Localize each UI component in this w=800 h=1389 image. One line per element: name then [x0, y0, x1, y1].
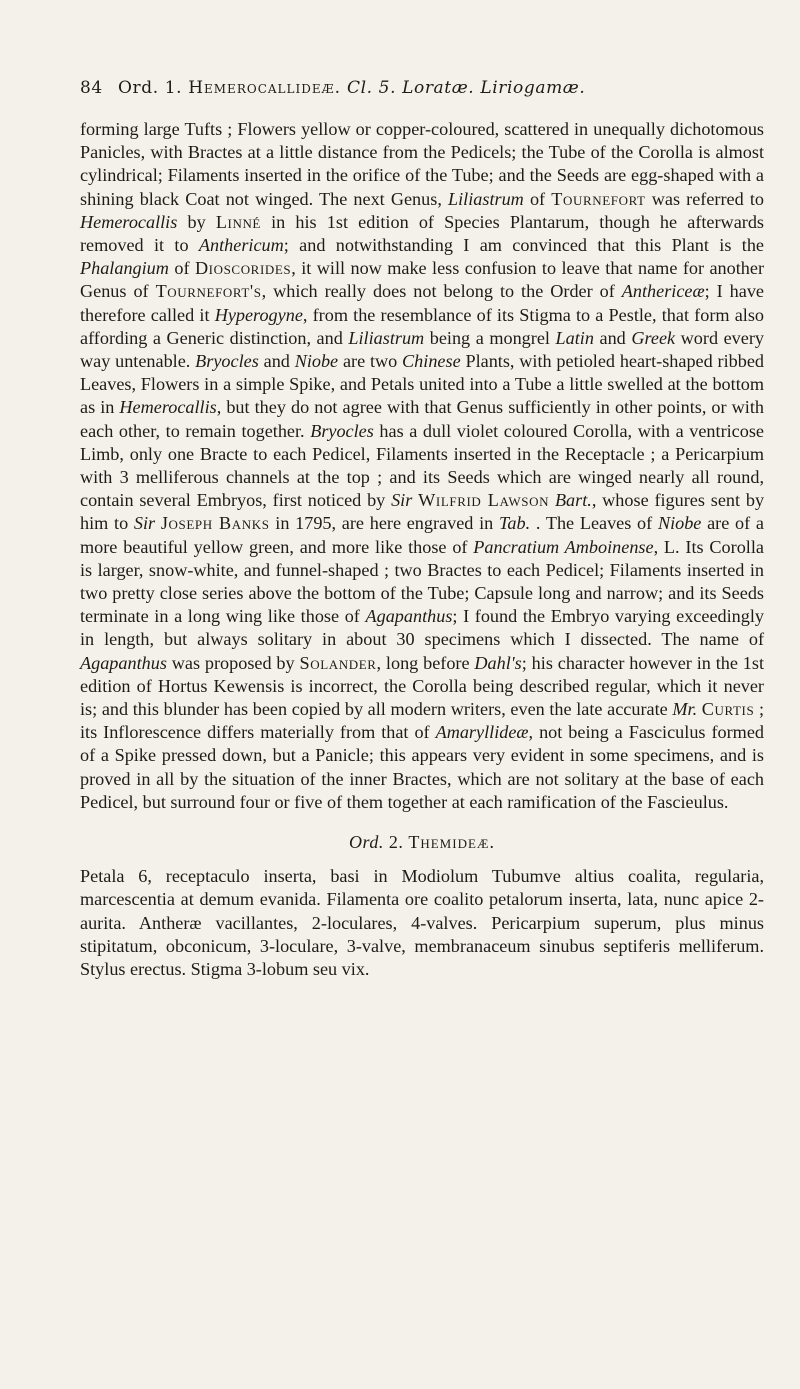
italic-term: Hemerocallis	[80, 211, 178, 232]
italic-term: Bryocles	[195, 351, 259, 372]
italic-term: Agapanthus	[80, 652, 167, 673]
text-run: ; his character however in the 1st edition of Hortus Kewensis is incorrect, the Corolla being described regular, which it never is; and this blunder has been copied by all modern writers, even the late accurate	[80, 652, 765, 720]
text-run: , L. Its Corolla is larger, snow-white, and funnel-shaped ; two Bractes to each Pedicel; Filaments inserted in two pretty close series above the bottom of the Tube; Capsule long and narrow; and its Seeds terminate in a long wing like those of	[80, 536, 764, 627]
author-name: Wilfrid Lawson	[418, 490, 550, 511]
author-name: Joseph Banks	[160, 513, 270, 534]
family-name: Hemerocallideæ.	[188, 78, 342, 98]
italic-term: Latin	[555, 327, 594, 348]
text-run: , it will now make less confusion to leave that name for another Genus of	[80, 258, 764, 302]
order-number: 2.	[383, 832, 409, 853]
text-run: of	[168, 258, 195, 279]
text-run: word every way untenable.	[80, 327, 764, 372]
text-run: are two	[338, 351, 403, 372]
italic-term: Dahl's	[474, 652, 522, 673]
order-prefix: Ord. 1.	[118, 78, 189, 98]
text-run: , not being a Fasciculus formed of a Spike pressed down, but a Panicle; this appears very evident in some specimens, and is proved in all by the situation of the inner Bractes, which are not solitary at the base of each Pedicel, but surround four or five of them together at each ramification of the Fascieulus.	[80, 722, 764, 812]
italic-term: Niobe	[294, 351, 339, 372]
italic-term: Tab.	[498, 513, 531, 534]
author-name: Dioscorides	[194, 258, 292, 279]
text-run: , whose figures sent by him to	[80, 490, 765, 534]
text-run: forming large Tufts ; Flowers yellow or copper-coloured, scattered in unequally dichotomous Panicles, with Bractes at a little distance from the Pedicels; the Tube of the Corolla is almost cylindrical; Filaments inserted in the orifice of the Tube; and the Seeds are egg-shaped with a shining black Coat not winged. The next Genus,	[80, 119, 764, 209]
text-run: in his 1st edition of Species Plantarum, though he afterwards removed it to	[80, 211, 764, 256]
text-run: , which really does not belong to the Order of	[261, 281, 622, 302]
text-run: by	[177, 211, 216, 232]
italic-term: Agapanthus	[365, 606, 453, 627]
text-run: and	[258, 351, 295, 372]
text-run: was referred to	[645, 188, 764, 209]
author-name: Curtis	[701, 699, 755, 720]
author-name: Linné	[215, 211, 261, 232]
italic-term: Chinese	[402, 351, 461, 372]
text-run: ; its Inflorescence differs materially from that of	[80, 699, 764, 743]
text-run: ; and notwithstanding I am convinced that this Plant is the	[283, 235, 764, 256]
italic-term: Bryocles	[310, 420, 374, 441]
text-run: Plants, with petioled heart-shaped ribbed Leaves, Flowers in a simple Spike, and Petals united into a Tube a little swelled at the bottom as in	[80, 351, 764, 418]
class-prefix: Cl. 5.	[347, 78, 403, 98]
text-run: of	[523, 188, 552, 209]
italic-term: Sir	[133, 513, 156, 534]
running-head	[118, 78, 585, 98]
text-run: , from the resemblance of its Stigma to a Pestle, that form also affording a Generic distinction, and	[80, 304, 764, 348]
italic-term: Liliastrum	[348, 327, 425, 348]
order-heading	[80, 832, 764, 853]
italic-term: Hyperogyne	[214, 304, 303, 325]
text-run: and	[593, 327, 632, 348]
italic-term: Anthericeæ	[621, 281, 705, 302]
italic-term: Phalangium	[80, 258, 169, 279]
text-run: , long before	[376, 652, 475, 673]
italic-term: Liliastrum	[448, 188, 524, 209]
italic-term: Niobe	[657, 513, 702, 534]
text-run: in 1795, are here engraved in	[269, 513, 499, 534]
text-run: being a mongrel	[424, 327, 556, 348]
body-paragraph	[80, 118, 764, 814]
order-label: Ord.	[349, 832, 384, 853]
text-run: ; I have therefore called it	[80, 281, 764, 325]
italic-term: Hemerocallis	[119, 397, 217, 418]
text-run: are of a more beautiful yellow green, and more like those of	[80, 513, 764, 557]
author-name: Tournefort's	[155, 281, 262, 302]
page-number: 84	[80, 78, 103, 98]
text-run: , but they do not agree with that Genus sufficiently in other points, or with each other, to remain together.	[80, 397, 764, 441]
author-name: Tournefort	[551, 188, 646, 209]
italic-term: Sir	[391, 490, 413, 511]
class-name: Loratæ.	[402, 78, 475, 98]
text-run: has a dull violet coloured Corolla, with a ventricose Limb, only one Bracte to each Pedicel, Filaments inserted in the Receptacle ; a Pericarpium with 3 melliferous channels at the top ; and its Seeds which are winged nearly all round, contain several Embryos, first noticed by	[80, 420, 765, 511]
text-run: . The Leaves of	[530, 513, 658, 534]
latin-description: Petala 6, receptaculo inserta, basi in Modiolum Tubumve altius coalita, regularia, marcescentia at demum evanida. Filamenta ore coalito petalorum inserta, lata, nunc apice 2-aurita. Antheræ vacillantes, 2-loculares, 4-valves. Pericarpium superum, plus minus stipitatum, obconicum, 3-loculare, 3-valve, membranaceum sinubus septiferis melliferum. Stylus erectus. Stigma 3-lobum seu vix.	[80, 866, 764, 979]
text-run: ; I found the Embryo varying exceedingly in length, but always solitary in about 30 specimens which I dissected. The name of	[80, 606, 764, 650]
text-run: was proposed by	[166, 652, 300, 673]
page-header	[80, 78, 764, 104]
author-name: Solander	[299, 652, 377, 673]
italic-term: Pancratium Amboinense	[473, 536, 654, 557]
italic-term: Bart.	[554, 490, 592, 511]
group-name: Liriogamæ.	[480, 78, 586, 98]
italic-term: Anthericum	[198, 235, 284, 256]
italic-term: Amaryllideæ	[435, 722, 529, 743]
italic-term: Mr.	[672, 699, 698, 720]
italic-term: Greek	[631, 327, 676, 348]
order-name: Themideæ.	[408, 832, 495, 853]
